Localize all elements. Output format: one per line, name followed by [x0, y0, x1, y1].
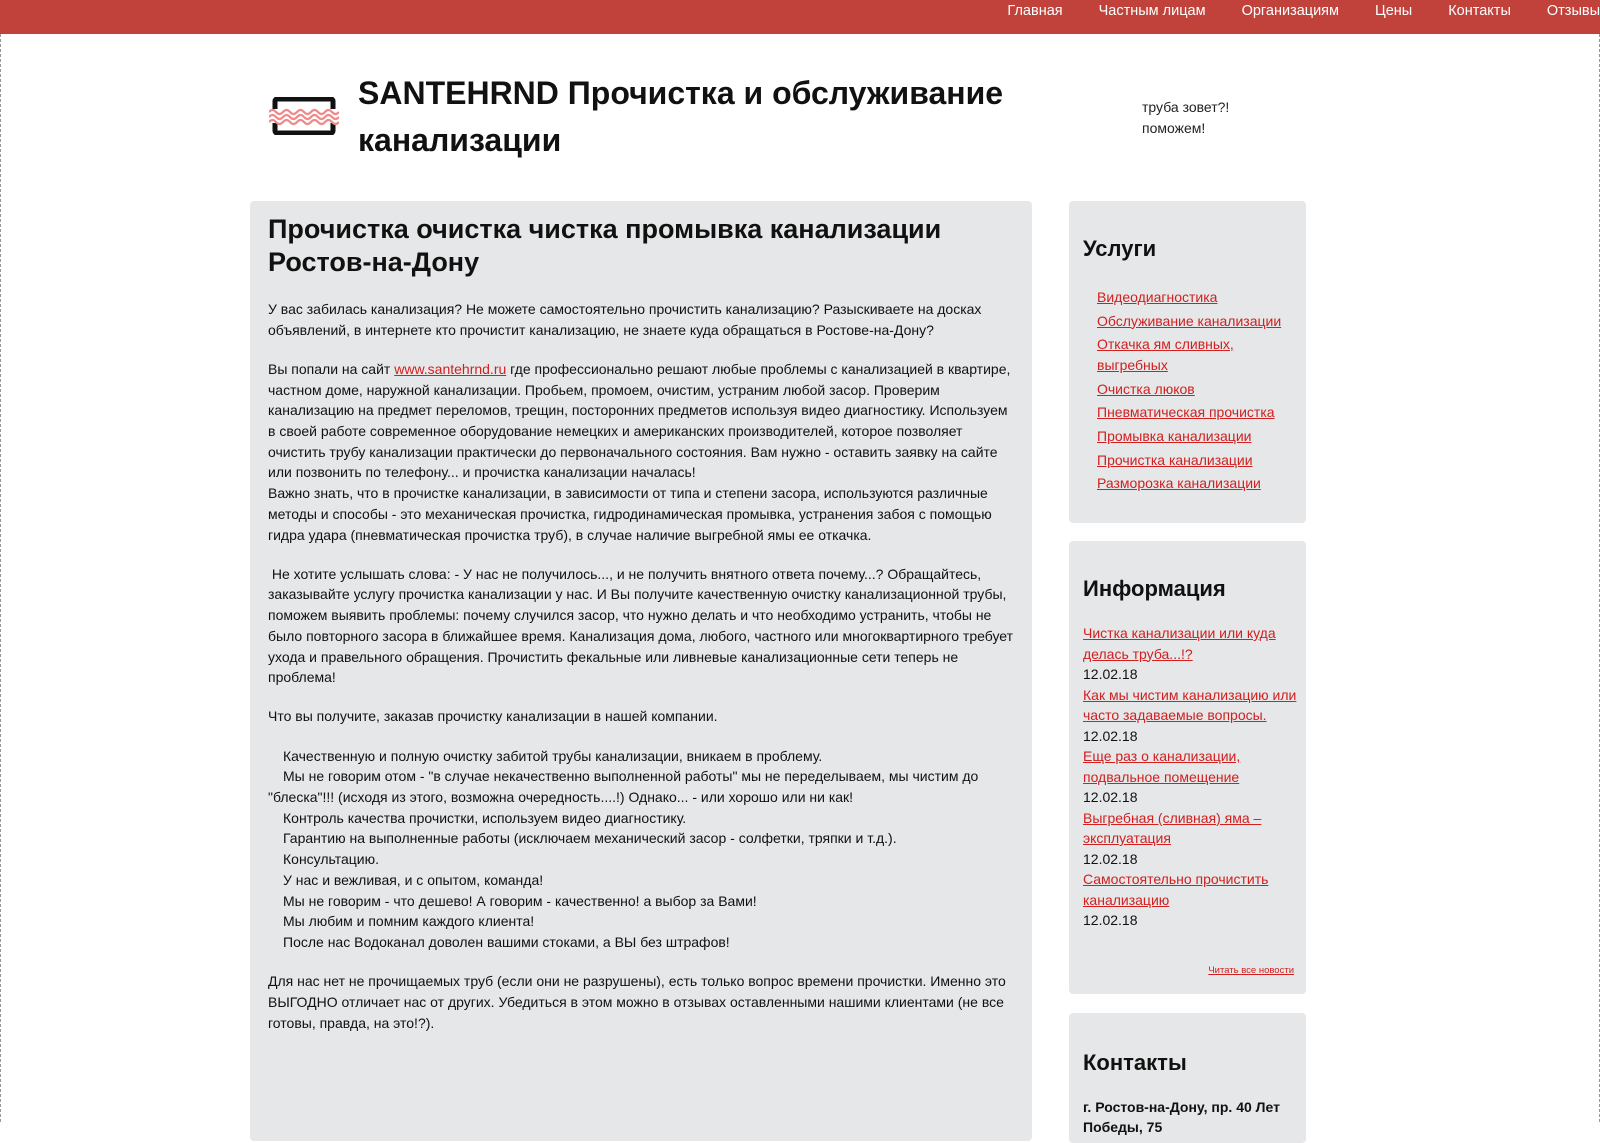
- service-link-cleaning[interactable]: Прочистка канализации: [1097, 451, 1253, 468]
- service-item: [1097, 287, 1302, 308]
- services-list: [1097, 287, 1302, 497]
- site-link[interactable]: www.santehrnd.ru: [394, 360, 507, 377]
- news-date: 12.02.18: [1083, 727, 1138, 744]
- list-item: Мы не говорим отом - "в случае некачественно выполненной работы" мы не переделываем, мы чистим до "блеска"!!! (исходя из этого, возможна очередность....!) Однако... - или хорошо или ни как!: [268, 768, 979, 806]
- methods-text: Важно знать, что в прочистке канализации, в зависимости от типа и степени засора, используются различные методы и способы - это механическая прочистка, гидродинамическая промывка, устранения забоя с помощью гидра удара (пневматическая прочистка труб), в случае наличие выгребной ямы ее откачка.: [268, 485, 992, 543]
- quality-paragraph: [268, 564, 1018, 688]
- list-item: Качественную и полную очистку забитой трубы канализации, вникаем в проблему.: [283, 747, 823, 764]
- page-frame-left: [0, 34, 1, 1122]
- tagline-line-2: поможем!: [1142, 120, 1206, 136]
- news-date: 12.02.18: [1083, 666, 1138, 682]
- news-link[interactable]: Самостоятельно прочистить канализацию: [1083, 871, 1269, 908]
- news-item: [1083, 869, 1298, 931]
- info-title: Информация: [1083, 576, 1226, 601]
- news-date: 12.02.18: [1083, 912, 1138, 928]
- main-content-panel: [250, 201, 1032, 1141]
- info-panel: [1069, 541, 1306, 994]
- nav-home[interactable]: Главная: [1007, 3, 1063, 19]
- top-bar: [0, 0, 1600, 34]
- nav-organizations[interactable]: Организациям: [1241, 3, 1339, 19]
- site-paragraph: [268, 359, 1018, 545]
- news-link[interactable]: Выгребная (сливная) яма – эксплуатация: [1083, 809, 1262, 846]
- contacts-panel: [1069, 1013, 1306, 1143]
- site-paragraph-text: где профессионально решают любые проблемы с канализацией в квартире, частном доме, наружной канализации. Пробьем, промоем, очистим, устраним любой засор. Проверим канализацию на предмет переломов, трещин, посторонних предметов используя видео диагностику. Используем в своей работе современное оборудование немецких и американских производителей, которое позволяет очистить трубу канализации практически до первоначального состояния. Вам нужно - оставить заявку на сайте или позвонить по телефону... и прочистка канализации началась!: [268, 360, 1011, 481]
- pipe-logo-icon[interactable]: [269, 97, 339, 135]
- service-link-maintenance[interactable]: Обслуживание канализации: [1097, 312, 1282, 329]
- closing-paragraph: Для нас нет не прочищаемых труб (если они не разрушены), есть только вопрос времени прочистки. Именно это ВЫГОДНО отличает нас от других. Убедиться в этом можно в отзывах оставленными нашими клиентами (не все готовы, правда, на это!?).: [268, 973, 1006, 1031]
- news-item: [1083, 808, 1298, 870]
- page-heading: Прочистка очистка чистка промывка канализации Ростов-на-Дону: [268, 214, 942, 277]
- service-link-pneumatic[interactable]: Пневматическая прочистка: [1097, 404, 1275, 421]
- site-paragraph-prefix: Вы попали на сайт: [268, 360, 395, 377]
- benefits-list: [268, 746, 1018, 953]
- news-item: [1083, 685, 1298, 747]
- list-item: После нас Водоканал доволен вашими стоками, а ВЫ без штрафов!: [283, 933, 730, 950]
- news-link[interactable]: Еще раз о канализации, подвальное помещение: [1083, 748, 1241, 785]
- list-item: Контроль качества прочистки, используем видео диагностику.: [283, 809, 687, 826]
- service-item: [1097, 402, 1302, 423]
- news-item: [1083, 623, 1298, 685]
- list-item: Консультацию.: [283, 851, 380, 868]
- news-date: 12.02.18: [1083, 789, 1138, 805]
- services-panel: [1069, 201, 1306, 523]
- news-link[interactable]: Как мы чистим канализацию или часто задаваемые вопросы.: [1083, 686, 1297, 723]
- contact-address: г. Ростов-на-Дону, пр. 40 Лет Победы, 75: [1083, 1099, 1280, 1135]
- benefits-intro: Что вы получите, заказав прочистку канализации в нашей компании.: [268, 708, 718, 725]
- service-item: [1097, 426, 1302, 447]
- read-all-news-link[interactable]: Читать все новости: [1208, 965, 1294, 976]
- nav-private[interactable]: Частным лицам: [1098, 3, 1206, 19]
- service-link-defrost[interactable]: Разморозка канализации: [1097, 475, 1261, 492]
- list-item: У нас и вежливая, и с опытом, команда!: [283, 871, 544, 888]
- service-item: [1097, 379, 1302, 400]
- nav-contacts[interactable]: Контакты: [1448, 3, 1511, 19]
- service-link-hatches[interactable]: Очистка люков: [1097, 380, 1195, 397]
- news-list: [1083, 623, 1298, 931]
- list-item: Гарантию на выполненные работы (исключаем механический засор - солфетки, тряпки и т.д.).: [283, 830, 897, 847]
- nav-prices[interactable]: Цены: [1375, 3, 1413, 19]
- tagline-line-1: труба зовет?!: [1142, 99, 1230, 115]
- list-item: Мы не говорим - что дешево! А говорим - качественно! а выбор за Вами!: [283, 892, 757, 909]
- news-link[interactable]: Чистка канализации или куда делась труба...!?: [1083, 625, 1276, 662]
- services-title: Услуги: [1083, 236, 1157, 261]
- service-item: [1097, 311, 1302, 332]
- site-title[interactable]: SANTEHRND Прочистка и обслуживание канализации: [358, 75, 1004, 158]
- contacts-title: Контакты: [1083, 1050, 1187, 1075]
- list-item: Мы любим и помним каждого клиента!: [283, 913, 535, 930]
- news-date: 12.02.18: [1083, 850, 1138, 867]
- quality-paragraph-text: Не хотите услышать слова: - У нас не получилось..., и не получить внятного ответа почему...? Обращайтесь, заказывайте услугу прочистка канализации у нас. И Вы получите качественную очистку канализационной трубы, поможем выявить проблемы: почему случился засор, что нужно делать и что необходимо устранить, чтобы не было повторного засора в ближайшее время. Канализация дома, любого, частного или многоквартирного требует ухода и правельного обращения. Прочистить фекальные или ливневые канализационные сети теперь не проблема!: [268, 565, 1014, 686]
- service-link-flushing[interactable]: Промывка канализации: [1097, 427, 1252, 444]
- intro-paragraph: У вас забилась канализация? Не можете самостоятельно прочистить канализацию? Разыскиваете на досках объявлений, в интернете кто прочистит канализацию, не знаете куда обращаться в Ростове-на-Дону?: [268, 301, 982, 338]
- service-link-video[interactable]: Видеодиагностика: [1097, 289, 1218, 305]
- news-item: [1083, 746, 1298, 808]
- service-item: [1097, 450, 1302, 471]
- service-item: [1097, 334, 1302, 376]
- tagline: [1142, 97, 1229, 139]
- service-link-pumping[interactable]: Откачка ям сливных, выгребных: [1097, 336, 1234, 374]
- service-item: [1097, 473, 1302, 494]
- main-nav: [971, 0, 1600, 24]
- article-body: [268, 299, 1018, 1052]
- nav-reviews[interactable]: Отзывы: [1546, 3, 1600, 19]
